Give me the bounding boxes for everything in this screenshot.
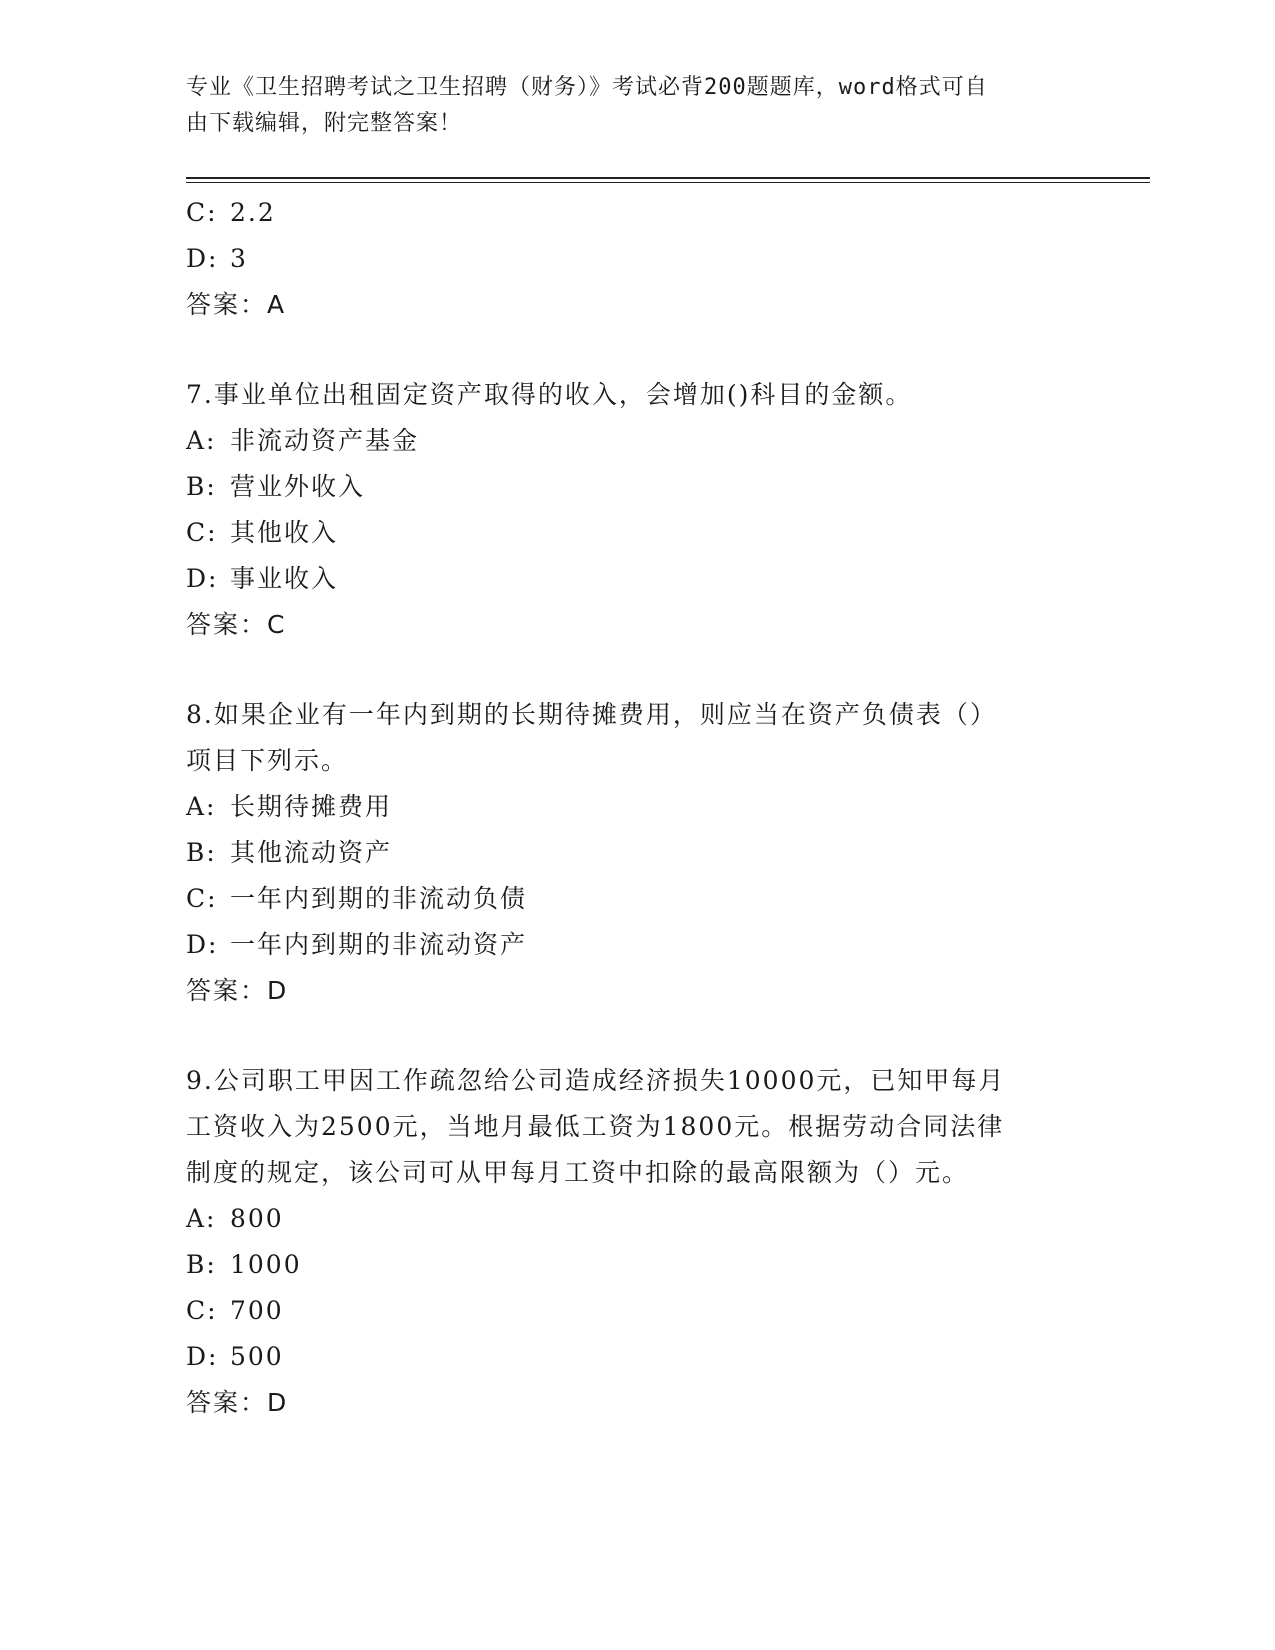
spacer xyxy=(186,648,1066,692)
option-d xyxy=(186,236,1066,282)
option-label: C: xyxy=(186,198,218,227)
question-7 xyxy=(186,372,1066,648)
question-9 xyxy=(186,1058,1066,1426)
option-label: B: xyxy=(186,472,217,501)
question-stem: 工资收入为2500元，当地月最低工资为1800元。根据劳动合同法律 xyxy=(186,1112,1005,1141)
question-stem: 8.如果企业有一年内到期的长期待摊费用，则应当在资产负债表（） xyxy=(186,700,997,729)
option-text: 事业收入 xyxy=(230,564,339,593)
option-text: 1000 xyxy=(230,1250,302,1279)
answer-line: 答案：D xyxy=(186,976,289,1005)
document-header xyxy=(186,70,1066,142)
header-divider-thick xyxy=(186,177,1150,179)
option-c xyxy=(186,1288,1066,1334)
header-line-1: 专业《卫生招聘考试之卫生招聘（财务）》考试必背200题题库，word格式可自 xyxy=(186,75,988,100)
option-text: 一年内到期的非流动资产 xyxy=(230,930,528,959)
option-label: A: xyxy=(186,792,217,821)
header-line-2: 由下载编辑，附完整答案！ xyxy=(186,111,463,136)
option-d xyxy=(186,1334,1066,1380)
option-b xyxy=(186,464,1066,510)
option-text: 2.2 xyxy=(230,198,276,227)
option-text: 营业外收入 xyxy=(230,472,366,501)
answer-line: 答案：D xyxy=(186,1388,289,1417)
question-content xyxy=(186,190,1066,1426)
option-d xyxy=(186,922,1066,968)
answer-line: 答案：C xyxy=(186,610,287,639)
option-label: B: xyxy=(186,1250,217,1279)
option-text: 800 xyxy=(230,1204,284,1233)
option-text: 3 xyxy=(230,244,248,273)
option-b xyxy=(186,1242,1066,1288)
answer-line: 答案：A xyxy=(186,290,287,319)
option-text: 一年内到期的非流动负债 xyxy=(230,884,528,913)
option-label: D: xyxy=(186,564,219,593)
option-a xyxy=(186,418,1066,464)
question-stem: 项目下列示。 xyxy=(186,746,349,775)
spacer xyxy=(186,1014,1066,1058)
option-a xyxy=(186,1196,1066,1242)
spacer xyxy=(186,328,1066,372)
option-label: C: xyxy=(186,1296,218,1325)
option-c xyxy=(186,876,1066,922)
option-text: 其他流动资产 xyxy=(230,838,393,867)
option-c xyxy=(186,190,1066,236)
option-label: D: xyxy=(186,1342,219,1371)
option-text: 其他收入 xyxy=(230,518,339,547)
option-label: D: xyxy=(186,930,219,959)
option-label: C: xyxy=(186,518,218,547)
option-label: D: xyxy=(186,244,219,273)
option-label: A: xyxy=(186,1204,217,1233)
option-text: 非流动资产基金 xyxy=(230,426,420,455)
header-divider-thin xyxy=(186,182,1150,183)
option-c xyxy=(186,510,1066,556)
question-8 xyxy=(186,692,1066,1014)
question-stem: 9.公司职工甲因工作疏忽给公司造成经济损失10000元，已知甲每月 xyxy=(186,1066,1006,1095)
option-d xyxy=(186,556,1066,602)
option-label: B: xyxy=(186,838,217,867)
question-stem: 7.事业单位出租固定资产取得的收入，会增加()科目的金额。 xyxy=(186,380,913,409)
option-a xyxy=(186,784,1066,830)
option-text: 700 xyxy=(230,1296,284,1325)
option-text: 长期待摊费用 xyxy=(230,792,393,821)
option-label: A: xyxy=(186,426,217,455)
prev-question xyxy=(186,190,1066,328)
option-b xyxy=(186,830,1066,876)
option-text: 500 xyxy=(230,1342,284,1371)
question-stem: 制度的规定，该公司可从甲每月工资中扣除的最高限额为（）元。 xyxy=(186,1158,970,1187)
option-label: C: xyxy=(186,884,218,913)
